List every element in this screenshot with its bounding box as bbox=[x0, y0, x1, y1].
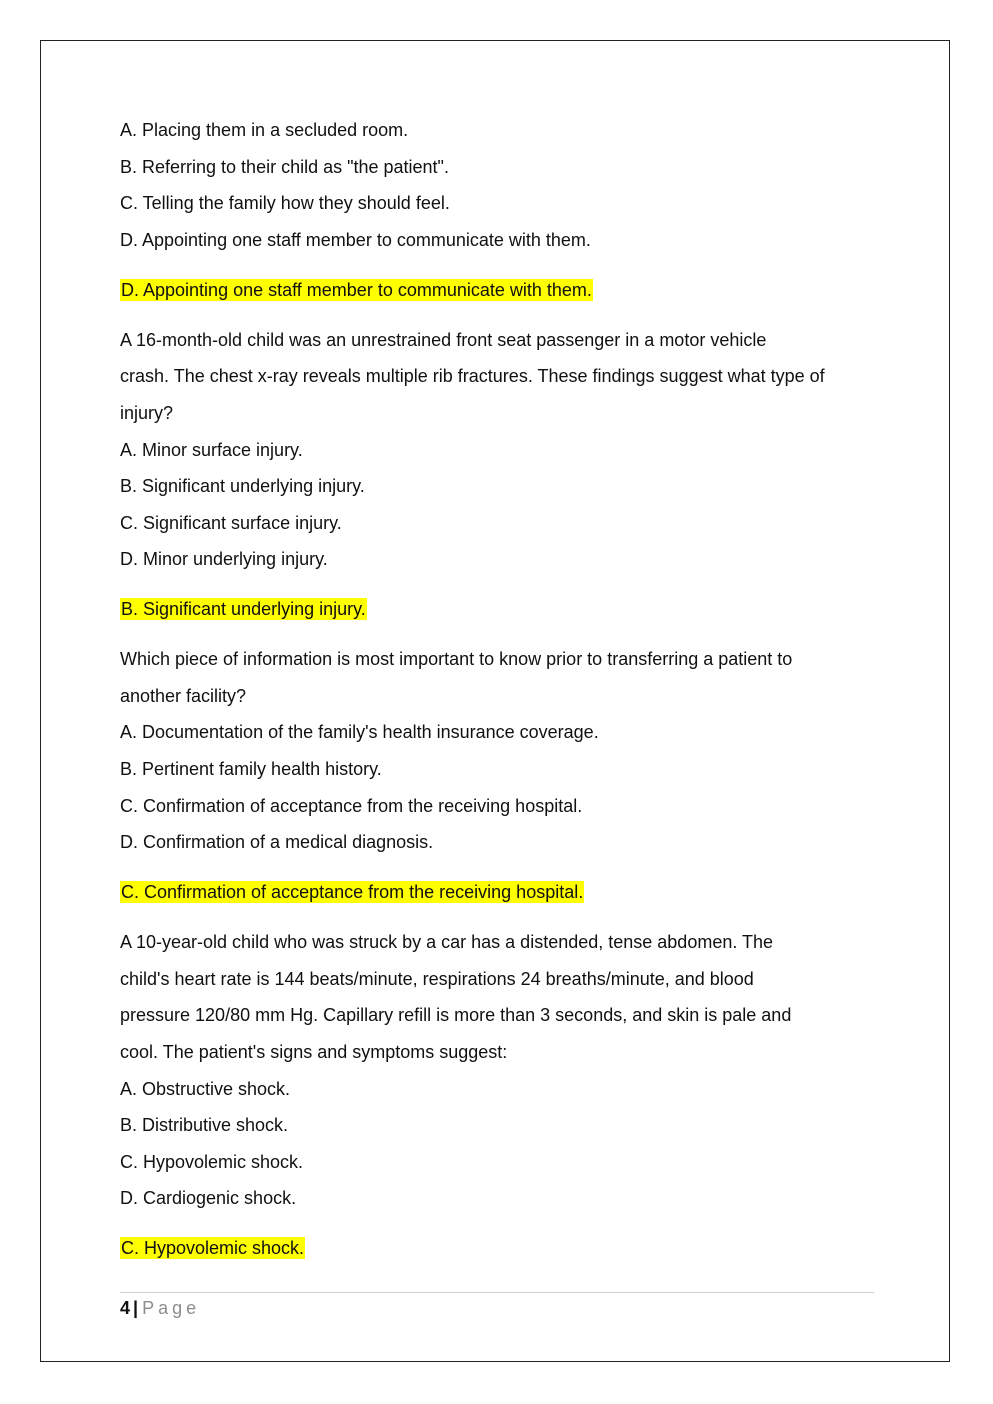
page-label: Page bbox=[142, 1298, 201, 1318]
highlighted-answer bbox=[120, 591, 880, 628]
document-body bbox=[120, 112, 880, 1280]
highlighted-answer bbox=[120, 1230, 880, 1267]
text-line: C. Confirmation of acceptance from the receiving hospital. bbox=[120, 795, 583, 816]
text-line: A. Placing them in a secluded room. bbox=[120, 120, 409, 140]
text-line: another facility? bbox=[120, 685, 247, 706]
highlighted-answer bbox=[120, 874, 880, 911]
text-line: B. Significant underlying injury. bbox=[120, 476, 365, 497]
text-line: A. Obstructive shock. bbox=[120, 1078, 291, 1099]
text-line: A 10-year-old child who was struck by a car has a distended, tense abdomen. The bbox=[120, 932, 774, 953]
text-line: cool. The patient's signs and symptoms suggest: bbox=[120, 1042, 508, 1062]
text-line: A. Documentation of the family's health insurance coverage. bbox=[120, 722, 599, 743]
answer-text: C. Confirmation of acceptance from the receiving hospital. bbox=[121, 882, 584, 903]
highlighted-answer bbox=[120, 272, 880, 309]
answer-text: B. Significant underlying injury. bbox=[121, 599, 366, 620]
text-line: C. Significant surface injury. bbox=[120, 512, 342, 533]
text-line: pressure 120/80 mm Hg. Capillary refill is more than 3 seconds, and skin is pale and bbox=[120, 1005, 792, 1026]
text-line: B. Distributive shock. bbox=[120, 1115, 289, 1136]
text-line: injury? bbox=[120, 402, 174, 423]
text-line: D. Cardiogenic shock. bbox=[120, 1188, 297, 1209]
text-line: child's heart rate is 144 beats/minute, respirations 24 breaths/minute, and blood bbox=[120, 968, 754, 989]
text-line: B. Referring to their child as "the patient". bbox=[120, 156, 449, 177]
answer-text: D. Appointing one staff member to communicate with them. bbox=[121, 279, 592, 300]
text-line: A 16-month-old child was an unrestrained front seat passenger in a motor vehicle bbox=[120, 329, 767, 350]
text-line: Which piece of information is most important to know prior to transferring a patient to bbox=[120, 649, 793, 670]
text-line: A. Minor surface injury. bbox=[120, 439, 303, 460]
text-line: C. Telling the family how they should feel. bbox=[120, 193, 450, 214]
footer-divider bbox=[120, 1292, 874, 1293]
text-line: D. Minor underlying injury. bbox=[120, 549, 328, 570]
answer-text: C. Hypovolemic shock. bbox=[121, 1238, 305, 1259]
page-number: 4 bbox=[120, 1298, 131, 1318]
text-line: D. Confirmation of a medical diagnosis. bbox=[120, 832, 434, 853]
footer-separator: | bbox=[133, 1298, 139, 1318]
text-line: D. Appointing one staff member to communicate with them. bbox=[120, 229, 591, 250]
page-footer bbox=[120, 1296, 200, 1320]
text-line: crash. The chest x-ray reveals multiple rib fractures. These findings suggest what type of bbox=[120, 366, 825, 387]
text-line: C. Hypovolemic shock. bbox=[120, 1151, 304, 1172]
text-line: B. Pertinent family health history. bbox=[120, 759, 382, 780]
